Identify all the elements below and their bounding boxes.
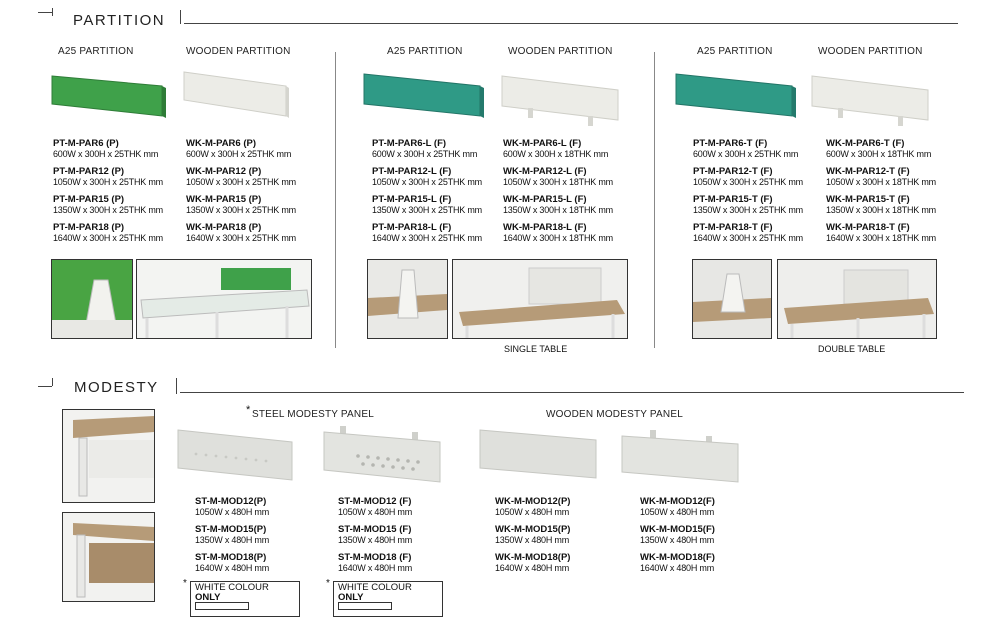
spec-dim: 1640W x 480H mm <box>195 563 270 573</box>
group2-wood-panel-image <box>500 74 624 130</box>
spec-code: ST-M-MOD18 (F) <box>338 552 412 563</box>
note-line1: WHITE COLOUR <box>338 582 412 593</box>
spec-dim: 600W x 300H x 25THK mm <box>186 149 292 159</box>
partition-title-tick-vertical <box>52 8 53 16</box>
group2-bracket-detail-photo <box>367 259 448 339</box>
spec-dim: 1050W x 480H mm <box>495 507 570 517</box>
modesty-title-rule <box>180 392 964 393</box>
spec-code: WK-M-PAR18-L (F) <box>503 222 587 233</box>
steel-modesty-panel-perforated-image <box>322 424 446 486</box>
group2-wood-heading: WOODEN PARTITION <box>508 46 613 57</box>
spec-code: PT-M-PAR15-L (F) <box>372 194 452 205</box>
spec-dim: 1350W x 300H x 25THK mm <box>53 205 163 215</box>
modesty-title-bracket <box>176 378 177 394</box>
spec-code: PT-M-PAR12-L (F) <box>372 166 452 177</box>
group1-a25-list <box>53 138 163 244</box>
group3-a25-list <box>693 138 803 244</box>
wood-p-list <box>495 496 570 574</box>
modesty-title-tick <box>38 386 52 387</box>
steel-modesty-panel-plain-image <box>176 428 300 482</box>
spec-dim: 1350W x 480H mm <box>195 535 270 545</box>
group3-double-table-photo <box>777 259 937 339</box>
group2-a25-heading: A25 PARTITION <box>387 46 463 57</box>
group1-wood-heading: WOODEN PARTITION <box>186 46 291 57</box>
note-line2: ONLY <box>338 592 364 603</box>
note2-asterisk: * <box>326 578 330 589</box>
spec-code: WK-M-PAR15-L (F) <box>503 194 587 205</box>
group3-a25-heading: A25 PARTITION <box>697 46 773 57</box>
spec-code: WK-M-PAR15-T (F) <box>826 194 910 205</box>
group-divider-2 <box>654 52 655 348</box>
steel-modesty-heading: STEEL MODESTY PANEL <box>252 409 374 420</box>
spec-code: PT-M-PAR6 (P) <box>53 138 119 149</box>
group2-a25-panel-image <box>362 72 490 122</box>
modesty-steel-photo <box>62 409 155 503</box>
spec-code: WK-M-PAR6-T (F) <box>826 138 905 149</box>
spec-code: WK-M-MOD15(F) <box>640 524 715 535</box>
spec-code: PT-M-PAR18-L (F) <box>372 222 452 233</box>
spec-dim: 600W x 300H x 25THK mm <box>53 149 159 159</box>
spec-code: PT-M-PAR15 (P) <box>53 194 125 205</box>
spec-code: PT-M-PAR18-T (F) <box>693 222 773 233</box>
group1-a25-heading: A25 PARTITION <box>58 46 134 57</box>
group3-a25-panel-image <box>674 72 802 122</box>
spec-code: WK-M-MOD15(P) <box>495 524 571 535</box>
spec-dim: 600W x 300H x 25THK mm <box>693 149 799 159</box>
spec-code: PT-M-PAR15-T (F) <box>693 194 773 205</box>
spec-dim: 1050W x 300H x 25THK mm <box>53 177 163 187</box>
spec-dim: 1050W x 480H mm <box>195 507 270 517</box>
spec-code: WK-M-PAR18-T (F) <box>826 222 910 233</box>
partition-title-rule <box>184 23 958 24</box>
group1-a25-panel-image <box>50 72 170 120</box>
spec-dim: 1640W x 480H mm <box>640 563 715 573</box>
note1-asterisk: * <box>183 578 187 589</box>
group1-desk-photo <box>136 259 312 339</box>
spec-dim: 1350W x 300H x 18THK mm <box>503 205 613 215</box>
white-colour-note <box>190 581 300 617</box>
partition-title: PARTITION <box>73 12 166 29</box>
modesty-title-tick-vertical <box>52 378 53 386</box>
spec-code: PT-M-PAR18 (P) <box>53 222 125 233</box>
group3-wood-heading: WOODEN PARTITION <box>818 46 923 57</box>
spec-code: PT-M-PAR12 (P) <box>53 166 125 177</box>
steel-f-list <box>338 496 412 574</box>
steel-heading-asterisk: * <box>246 404 251 416</box>
modesty-wood-photo <box>62 512 155 602</box>
spec-dim: 1350W x 480H mm <box>640 535 715 545</box>
spec-code: WK-M-MOD12(P) <box>495 496 571 507</box>
note-colour-swatch <box>338 602 392 610</box>
partition-title-bracket <box>180 10 181 24</box>
spec-code: PT-M-PAR6-L (F) <box>372 138 447 149</box>
steel-p-list <box>195 496 269 574</box>
spec-code: ST-M-MOD18(P) <box>195 552 267 563</box>
group1-bracket-detail-photo <box>51 259 133 339</box>
spec-dim: 1050W x 300H x 25THK mm <box>186 177 296 187</box>
spec-code: WK-M-PAR6-L (F) <box>503 138 582 149</box>
group1-wood-list <box>186 138 296 244</box>
spec-dim: 1350W x 480H mm <box>338 535 413 545</box>
spec-dim: 1640W x 300H x 18THK mm <box>503 233 613 243</box>
spec-dim: 1050W x 300H x 18THK mm <box>503 177 613 187</box>
spec-dim: 1350W x 480H mm <box>495 535 570 545</box>
spec-dim: 600W x 300H x 18THK mm <box>503 149 609 159</box>
spec-dim: 600W x 300H x 18THK mm <box>826 149 932 159</box>
spec-code: WK-M-MOD12(F) <box>640 496 715 507</box>
spec-dim: 1050W x 300H x 25THK mm <box>372 177 482 187</box>
spec-dim: 1350W x 300H x 18THK mm <box>826 205 936 215</box>
note-colour-swatch <box>195 602 249 610</box>
group2-caption: SINGLE TABLE <box>504 344 568 354</box>
wood-modesty-heading: WOODEN MODESTY PANEL <box>546 409 683 420</box>
spec-code: PT-M-PAR12-T (F) <box>693 166 773 177</box>
note-line1: WHITE COLOUR <box>195 582 269 593</box>
group3-caption: DOUBLE TABLE <box>818 344 886 354</box>
spec-dim: 1350W x 300H x 25THK mm <box>372 205 482 215</box>
white-colour-note <box>333 581 443 617</box>
spec-dim: 1640W x 480H mm <box>338 563 413 573</box>
group2-wood-list <box>503 138 613 244</box>
spec-code: ST-M-MOD12 (F) <box>338 496 412 507</box>
spec-code: WK-M-PAR6 (P) <box>186 138 257 149</box>
group2-single-table-photo <box>452 259 628 339</box>
spec-code: ST-M-MOD15 (F) <box>338 524 412 535</box>
group3-wood-panel-image <box>810 74 934 130</box>
group3-wood-list <box>826 138 936 244</box>
spec-dim: 1350W x 300H x 25THK mm <box>693 205 803 215</box>
group-divider-1 <box>335 52 336 348</box>
spec-dim: 1640W x 480H mm <box>495 563 570 573</box>
spec-code: WK-M-PAR12 (P) <box>186 166 262 177</box>
wood-f-list <box>640 496 715 574</box>
group2-a25-list <box>372 138 482 244</box>
spec-dim: 1050W x 300H x 18THK mm <box>826 177 936 187</box>
spec-dim: 1640W x 300H x 18THK mm <box>826 233 936 243</box>
group1-wood-panel-image <box>182 70 292 120</box>
spec-code: WK-M-PAR12-T (F) <box>826 166 910 177</box>
spec-dim: 1640W x 300H x 25THK mm <box>372 233 482 243</box>
spec-code: WK-M-PAR18 (P) <box>186 222 262 233</box>
spec-code: WK-M-MOD18(P) <box>495 552 571 563</box>
spec-dim: 1640W x 300H x 25THK mm <box>53 233 163 243</box>
spec-code: WK-M-PAR15 (P) <box>186 194 262 205</box>
spec-code: ST-M-MOD12(P) <box>195 496 267 507</box>
spec-code: PT-M-PAR6-T (F) <box>693 138 768 149</box>
note-line2: ONLY <box>195 592 221 603</box>
spec-code: WK-M-MOD18(F) <box>640 552 715 563</box>
wood-modesty-panel-plain-image <box>478 428 602 482</box>
spec-dim: 1350W x 300H x 25THK mm <box>186 205 296 215</box>
spec-code: ST-M-MOD15(P) <box>195 524 267 535</box>
wood-modesty-panel-bracket-image <box>620 428 744 484</box>
spec-dim: 1640W x 300H x 25THK mm <box>186 233 296 243</box>
spec-code: WK-M-PAR12-L (F) <box>503 166 587 177</box>
spec-dim: 600W x 300H x 25THK mm <box>372 149 478 159</box>
bracket-icon <box>52 260 132 338</box>
spec-dim: 1050W x 300H x 25THK mm <box>693 177 803 187</box>
partition-title-tick <box>38 12 52 13</box>
group3-bracket-detail-photo <box>692 259 772 339</box>
spec-dim: 1050W x 480H mm <box>640 507 715 517</box>
modesty-title: MODESTY <box>74 379 159 396</box>
spec-dim: 1640W x 300H x 25THK mm <box>693 233 803 243</box>
spec-dim: 1050W x 480H mm <box>338 507 413 517</box>
